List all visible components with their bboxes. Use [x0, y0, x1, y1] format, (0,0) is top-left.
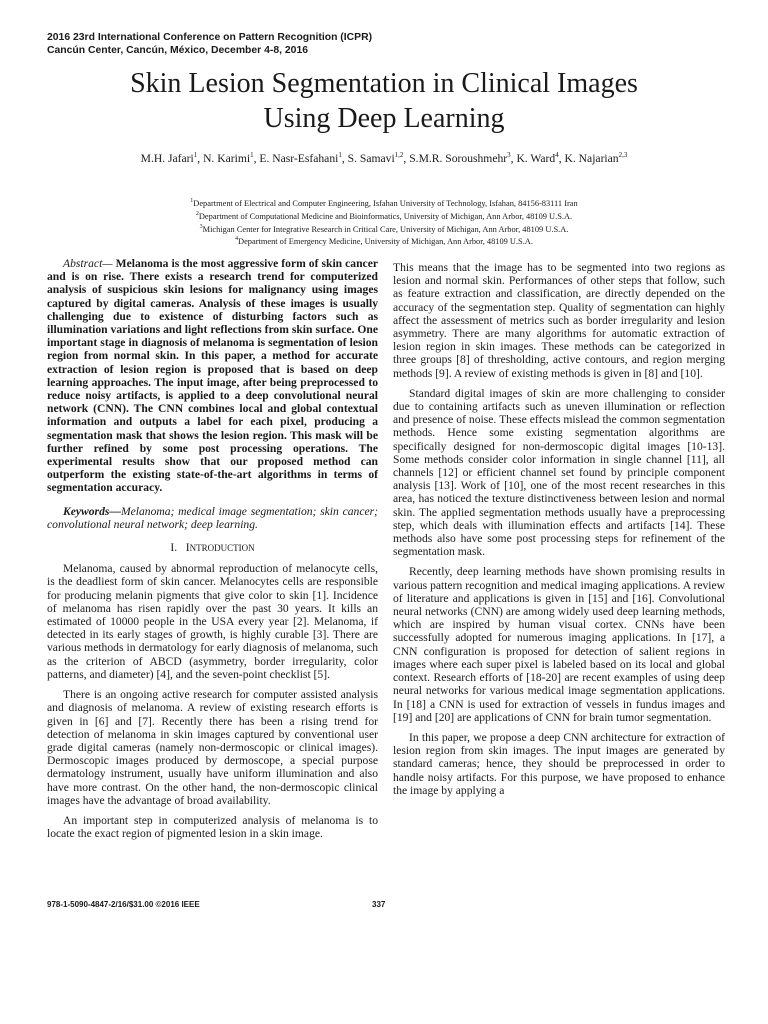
affiliation-text: Department of Emergency Medicine, University of Michigan, Ann Arbor, 48109 U.S.A.	[238, 237, 533, 247]
author-name: M.H. Jafari	[140, 151, 194, 165]
affiliation	[40, 196, 728, 209]
affiliation-text: Department of Electrical and Computer Engineering, Isfahan University of Technology, Isfahan, 84156-83111 Iran	[193, 198, 578, 208]
author-affil-mark: 2,3	[618, 151, 628, 159]
section-title-initial: I	[185, 541, 190, 555]
right-column	[393, 261, 725, 804]
copyright-footer: 978-1-5090-4847-2/16/$31.00 ©2016 IEEE	[47, 900, 200, 909]
author-affil-mark: 1	[250, 151, 254, 159]
conference-location: Cancún Center, Cancún, México, December 4-8, 2016	[47, 45, 309, 56]
author-name: N. Karimi	[203, 151, 251, 165]
affiliation	[40, 222, 728, 235]
keywords	[47, 505, 378, 531]
body-paragraph: This means that the image has to be segmented into two regions as lesion and normal skin. Performances of other steps that follow, such as feature extraction and classification, are directly depended on the accuracy of the segmentation step. Quality of segmentation can highly affect the assessment of metrics such as border irregularity and lesion asymmetry. There are many algorithms for automatic extraction of lesion region in skin images. These methods can be categorized in three groups [8] of thresholding, active contours, and region merging methods [9]. A review of existing methods is given in [8] and [10].	[393, 261, 725, 380]
body-paragraph: Recently, deep learning methods have shown promising results in various pattern recognition and medical imaging applications. A review of literature and applications is given in [15] and [16]. Convolutional neural networks (CNN) are among widely used deep learning methods, which are inspired by human visual cortex. CNNs have been successfully adopted for numerous imaging applications. In [17], a CNN configuration is proposed for detection of salient regions in images where each super pixel is labeled based on its local and global context. Research efforts of [18-20] are recent examples of using deep neural networks for various medical image segmentation applications. In [18] a CNN is used for extraction of vessels in fundus images and [19] and [20] are applications of CNN for brain tumor segmentation.	[393, 565, 725, 724]
author-affil-mark: 1	[193, 151, 198, 159]
title-line-1: Skin Lesion Segmentation in Clinical Images	[130, 68, 638, 99]
body-paragraph: Melanoma, caused by abnormal reproduction of melanocyte cells, is the deadliest form of skin cancer. Melanocytes cells are responsible for producing melanin pigments that give color to skin [1]. Incidence of melanoma has risen rapidly over the past 30 years. It kills an estimated of 10000 people in the USA every year [2]. Melanoma, if detected in its early stages of growth, is highly curable [3]. There are various methods in dermatology for early diagnosis of melanoma, such as the criterion of ABCD (asymmetry, border irregularity, color patterns, and diameter) [4], and the seven-point checklist [5].	[47, 562, 378, 681]
author-affil-mark: 3	[507, 151, 511, 159]
body-paragraph: Standard digital images of skin are more challenging to consider due to containing artifacts such as uneven illumination or reflection and presence of noise. These effects mislead the common segmentation methods. Hence some existing segmentation algorithms are specifically designed for non-dermoscopic digital images [10-13]. Some methods consider color information in single channel [11], all channels [12] or efficient channel set found by principle component analysis [13]. Work of [10], one of the most recent researches in this area, has noticed the texture distinctiveness between lesion and normal skin. The applied segmentation methods usually have a preprocessing step, which deals with illumination effects and artifacts [14]. These methods also have some post processing steps for refinement of the segmentation mask.	[393, 386, 725, 559]
author-name: E. Nasr-Esfahani	[259, 151, 339, 165]
abstract-label: Abstract—	[63, 257, 113, 270]
affiliation	[40, 209, 728, 222]
page-number: 337	[372, 900, 386, 909]
conference-header	[47, 31, 372, 57]
conference-name: 2016 23rd International Conference on Pattern Recognition (ICPR)	[47, 32, 373, 43]
abstract-text: Melanoma is the most aggressive form of skin cancer and is on rise. There exists a research trend for computerized analysis of suspicious skin lesions for malignancy using images captured by digital cameras. Analysis of these images is usually challenging due to existence of disturbing factors such as illumination variations and light reflections from skin surface. One important stage in diagnosis of melanoma is segmentation of lesion region from normal skin. In this paper, a method for accurate extraction of lesion region is proposed that is based on deep learning approaches. The input image, after being preprocessed to reduce noisy artifacts, is applied to a deep convolutional neural network (CNN). The CNN combines local and global contextual information and outputs a label for each pixel, producing a segmentation mask that shows the lesion region. This mask will be further refined by some post processing operations. The experimental results show that our proposed method can outperform the existing state-of-the-art algorithms in terms of segmentation accuracy.	[47, 257, 378, 495]
author-affil-mark: 1,2	[394, 151, 404, 159]
body-paragraph: In this paper, we propose a deep CNN architecture for extraction of lesion region from skin images. The input images are generated by standard cameras; hence, they should be preprocessed in order to handle noisy artifacts. For this purpose, we have proposed to enhance the image by applying a	[393, 730, 725, 797]
paper-title	[40, 66, 728, 136]
author-name: S.M.R. Soroushmehr	[409, 151, 508, 165]
body-paragraph: An important step in computerized analysis of melanoma is to locate the exact region of pigmented lesion in a skin image.	[47, 813, 378, 841]
author-affil-mark: 1	[338, 151, 342, 159]
author-affil-mark: 4	[555, 151, 559, 159]
title-line-2: Using Deep Learning	[263, 103, 505, 134]
section-heading	[47, 541, 378, 555]
left-column	[47, 257, 378, 847]
author-name: K. Ward	[516, 151, 556, 165]
author-name: K. Najarian	[564, 151, 619, 165]
affiliation-text: Michigan Center for Integrative Research in Critical Care, University of Michigan, Ann Arbor, 48109 U.S.A.	[202, 224, 569, 234]
affiliation-text: Department of Computational Medicine and Bioinformatics, University of Michigan, Ann Arbor, 48109 U.S.A.	[198, 211, 573, 221]
affiliation-list	[40, 196, 728, 247]
abstract	[47, 257, 378, 495]
affiliation-mark: 3	[199, 223, 203, 230]
keywords-text: Melanoma; medical image segmentation; skin cancer; convolutional neural network; deep learning.	[47, 504, 378, 531]
body-paragraph: There is an ongoing active research for computer assisted analysis and diagnosis of melanoma. A review of existing research efforts is given in [6] and [7]. Recently there has been a rising trend for detection of melanoma in skin images captured by conventional user grade digital cameras (namely non-dermoscopic or clinical images). Dermoscopic images produced by dermoscope, a special purpose dermatology instrument, usually have uniform illumination and also have more contrast. On the other hand, the non-dermoscopic clinical images have the advantage of broad availability.	[47, 688, 378, 807]
author-name: S. Samavi	[347, 151, 395, 165]
affiliation-mark: 2	[195, 210, 199, 217]
keywords-label: Keywords—	[63, 504, 121, 518]
section-title-rest: NTRODUCTION	[189, 543, 255, 554]
affiliation	[40, 234, 728, 247]
affiliation-mark: 4	[235, 236, 239, 243]
affiliation-mark: 1	[190, 198, 194, 204]
section-number: I.	[170, 541, 178, 555]
author-list: M.H. Jafari$^1$, N. Karimi$^1$, E. Nasr-Esfahani$^1$, S. Samavi$^{1,2}$, S.M.R. Soroushmehr$^3$, K. Ward$^4$, K. Najarian$^{2,3}$	[140, 151, 628, 165]
